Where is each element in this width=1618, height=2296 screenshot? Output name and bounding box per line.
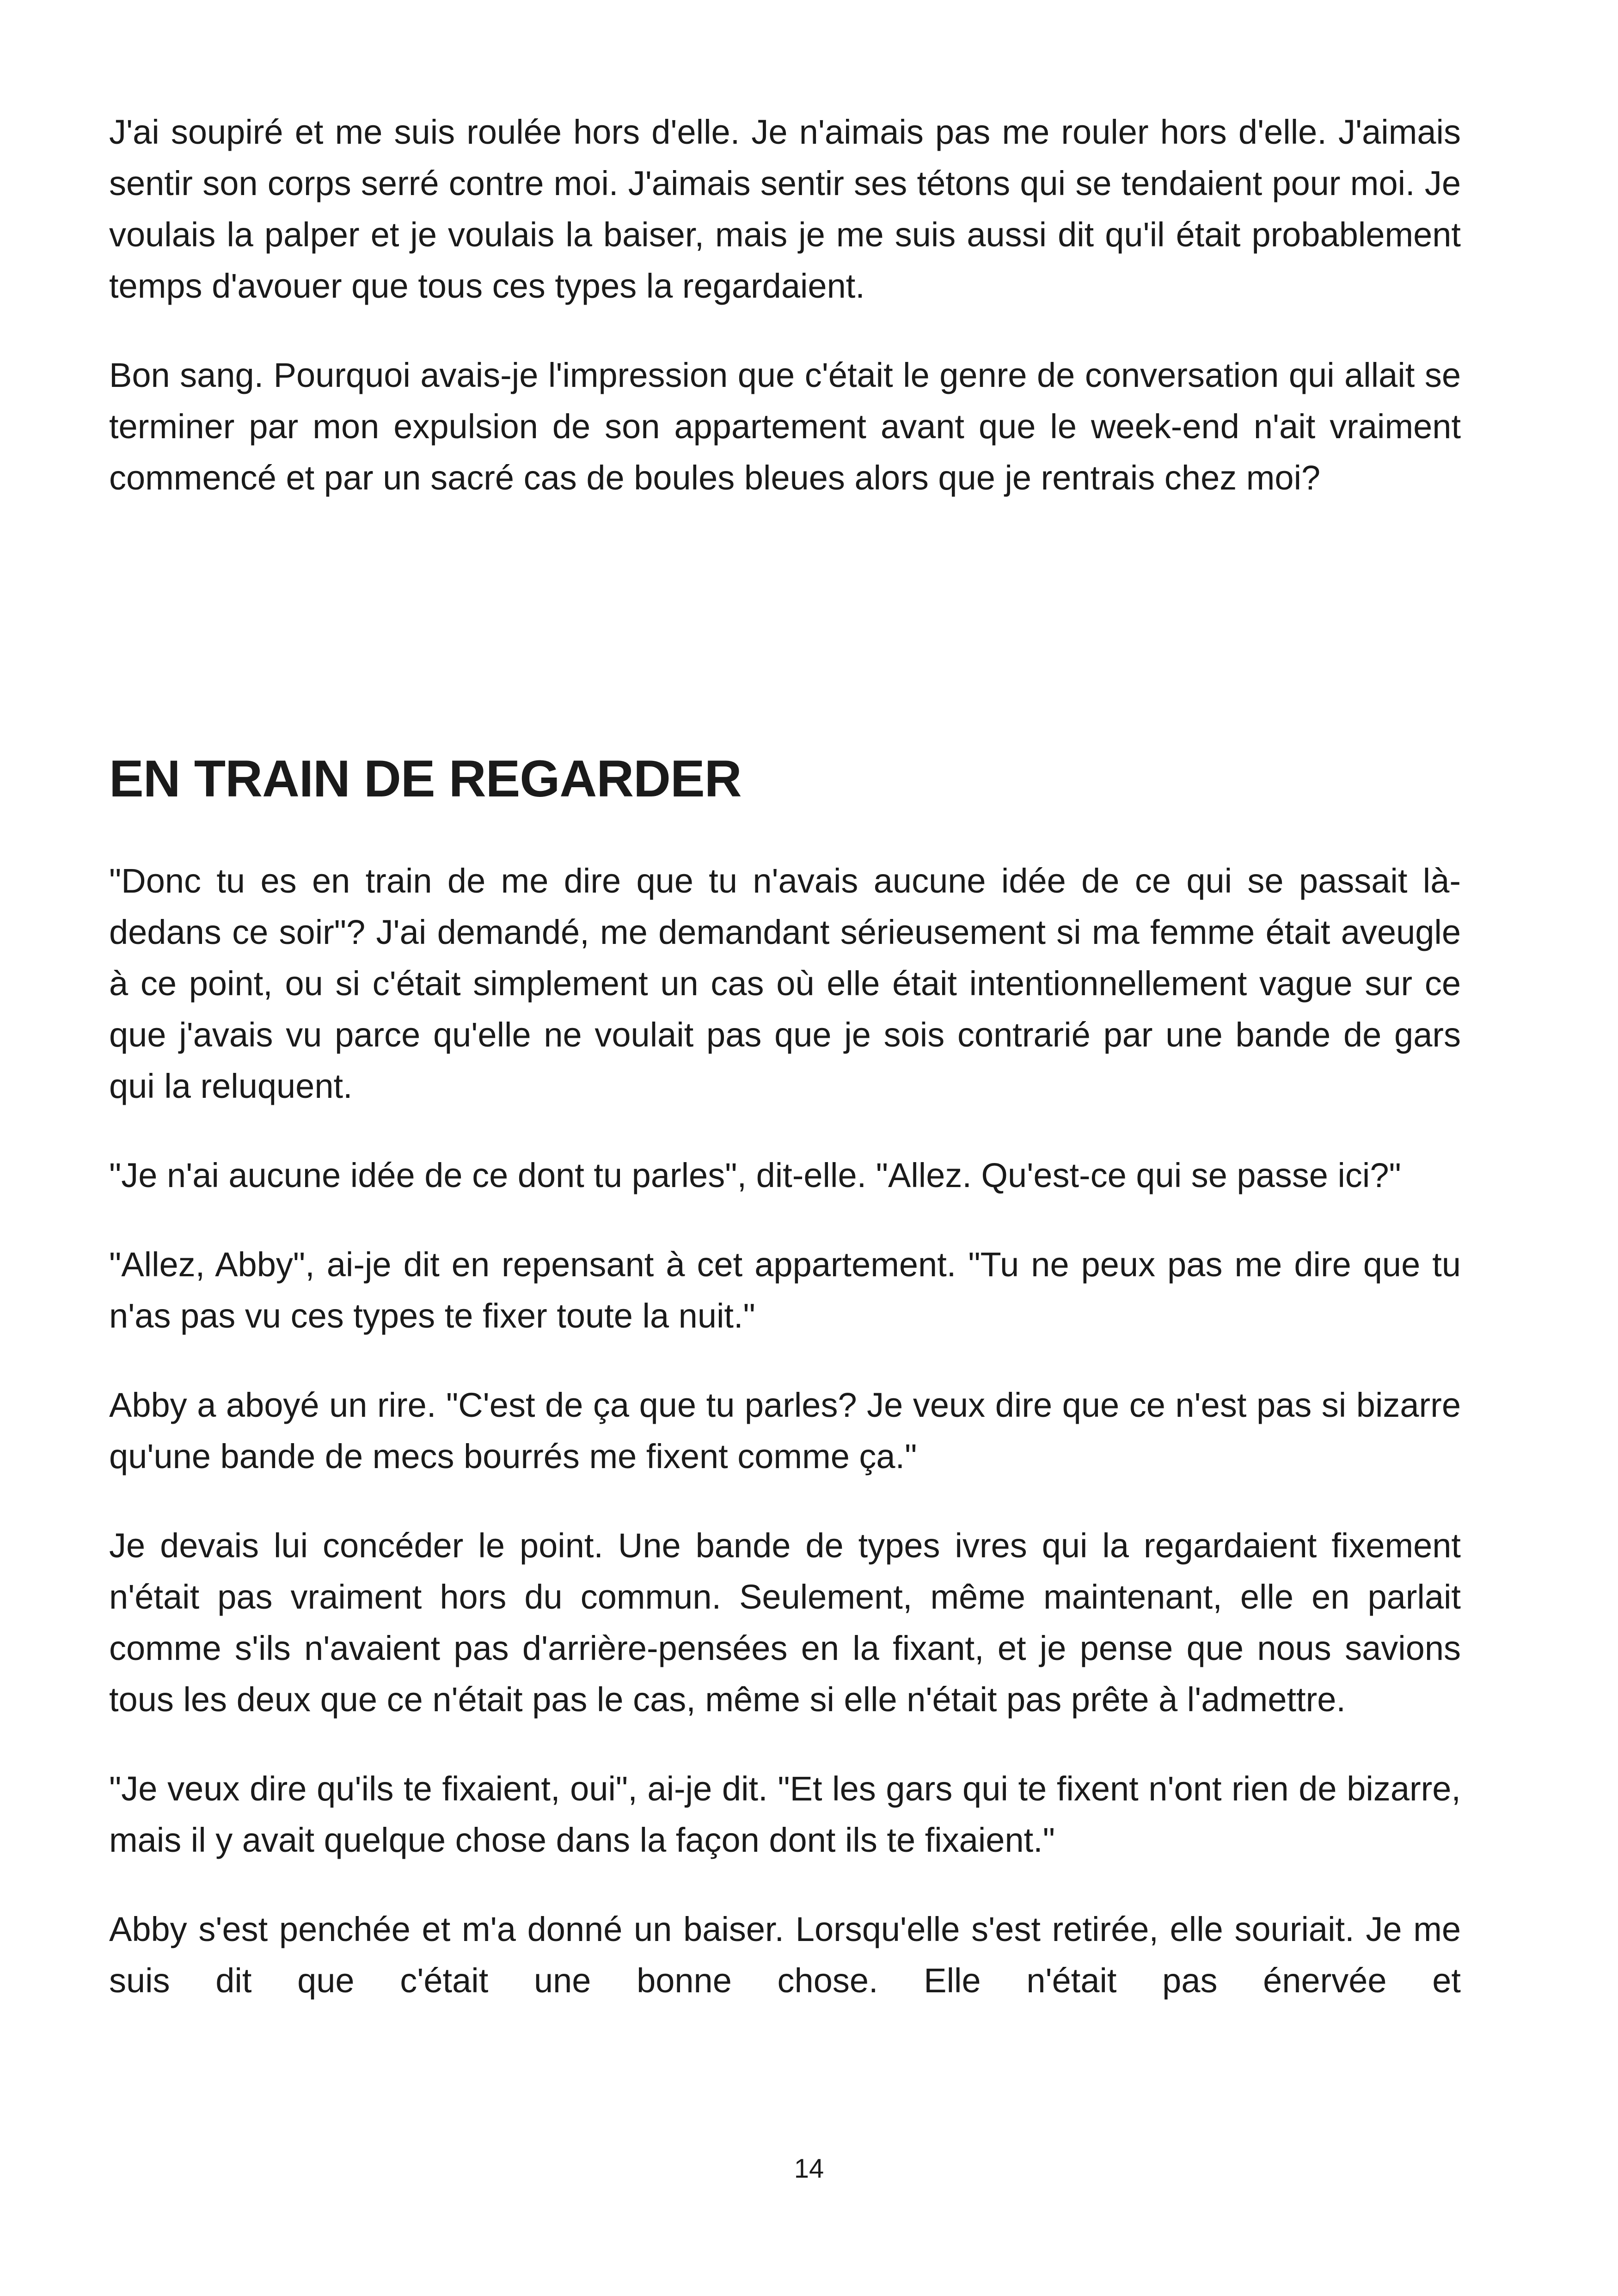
section-body: [109, 855, 1461, 2006]
page-number: 14: [794, 2154, 824, 2184]
opening-paragraph: Bon sang. Pourquoi avais-je l'impression que c'était le genre de conversation qui allait se terminer par mon expulsion de son appartement avant que le week-end n'ait vraiment commencé et par un sacré cas de boules bleues alors que je rentrais chez moi?: [109, 356, 1461, 497]
section-paragraph: Je devais lui concéder le point. Une bande de types ivres qui la regardaient fixement n'était pas vraiment hors du commun. Seulement, même maintenant, elle en parlait comme s'ils n'avaient pas d'arrière-pensées en la fixant, et je pense que nous savions tous les deux que ce n'était pas le cas, même si elle n'était pas prête à l'admettre.: [109, 1526, 1461, 1719]
section-paragraph: "Donc tu es en train de me dire que tu n'avais aucune idée de ce qui se passait là-dedans ce soir"? J'ai demandé, me demandant sérieusement si ma femme était aveugle à ce point, ou si c'était simplement un cas où elle était intentionnellement vague sur ce que j'avais vu parce qu'elle ne voulait pas que je sois contrarié par une bande de gars qui la reluquent.: [109, 862, 1461, 1105]
section-paragraph: "Je veux dire qu'ils te fixaient, oui", ai-je dit. "Et les gars qui te fixent n'ont rien de bizarre, mais il y avait quelque chose dans la façon dont ils te fixaient.": [109, 1769, 1461, 1859]
section-paragraph: Abby s'est penchée et m'a donné un baiser. Lorsqu'elle s'est retirée, elle souriait. Je me suis dit que c'était une bonne chose. Elle n'était pas énervée et: [109, 1910, 1461, 2000]
page-content: [109, 106, 1461, 2000]
section-paragraph: "Je n'ai aucune idée de ce dont tu parles", dit-elle. "Allez. Qu'est-ce qui se passe ici?": [109, 1156, 1401, 1194]
section-paragraph: Abby a aboyé un rire. "C'est de ça que tu parles? Je veux dire que ce n'est pas si bizarre qu'une bande de mecs bourrés me fixent comme ça.": [109, 1386, 1461, 1476]
section-title: EN TRAIN DE REGARDER: [109, 750, 742, 808]
section-paragraph: "Allez, Abby", ai-je dit en repensant à cet appartement. "Tu ne peux pas me dire que tu n'as pas vu ces types te fixer toute la nuit.": [109, 1245, 1461, 1335]
opening-paragraph: J'ai soupiré et me suis roulée hors d'elle. Je n'aimais pas me rouler hors d'elle. J'aimais sentir son corps serré contre moi. J'aimais sentir ses tétons qui se tendaient pour moi. Je voulais la palper et je voulais la baiser, mais je me suis aussi dit qu'il était probablement temps d'avouer que tous ces types la regardaient.: [109, 113, 1461, 305]
